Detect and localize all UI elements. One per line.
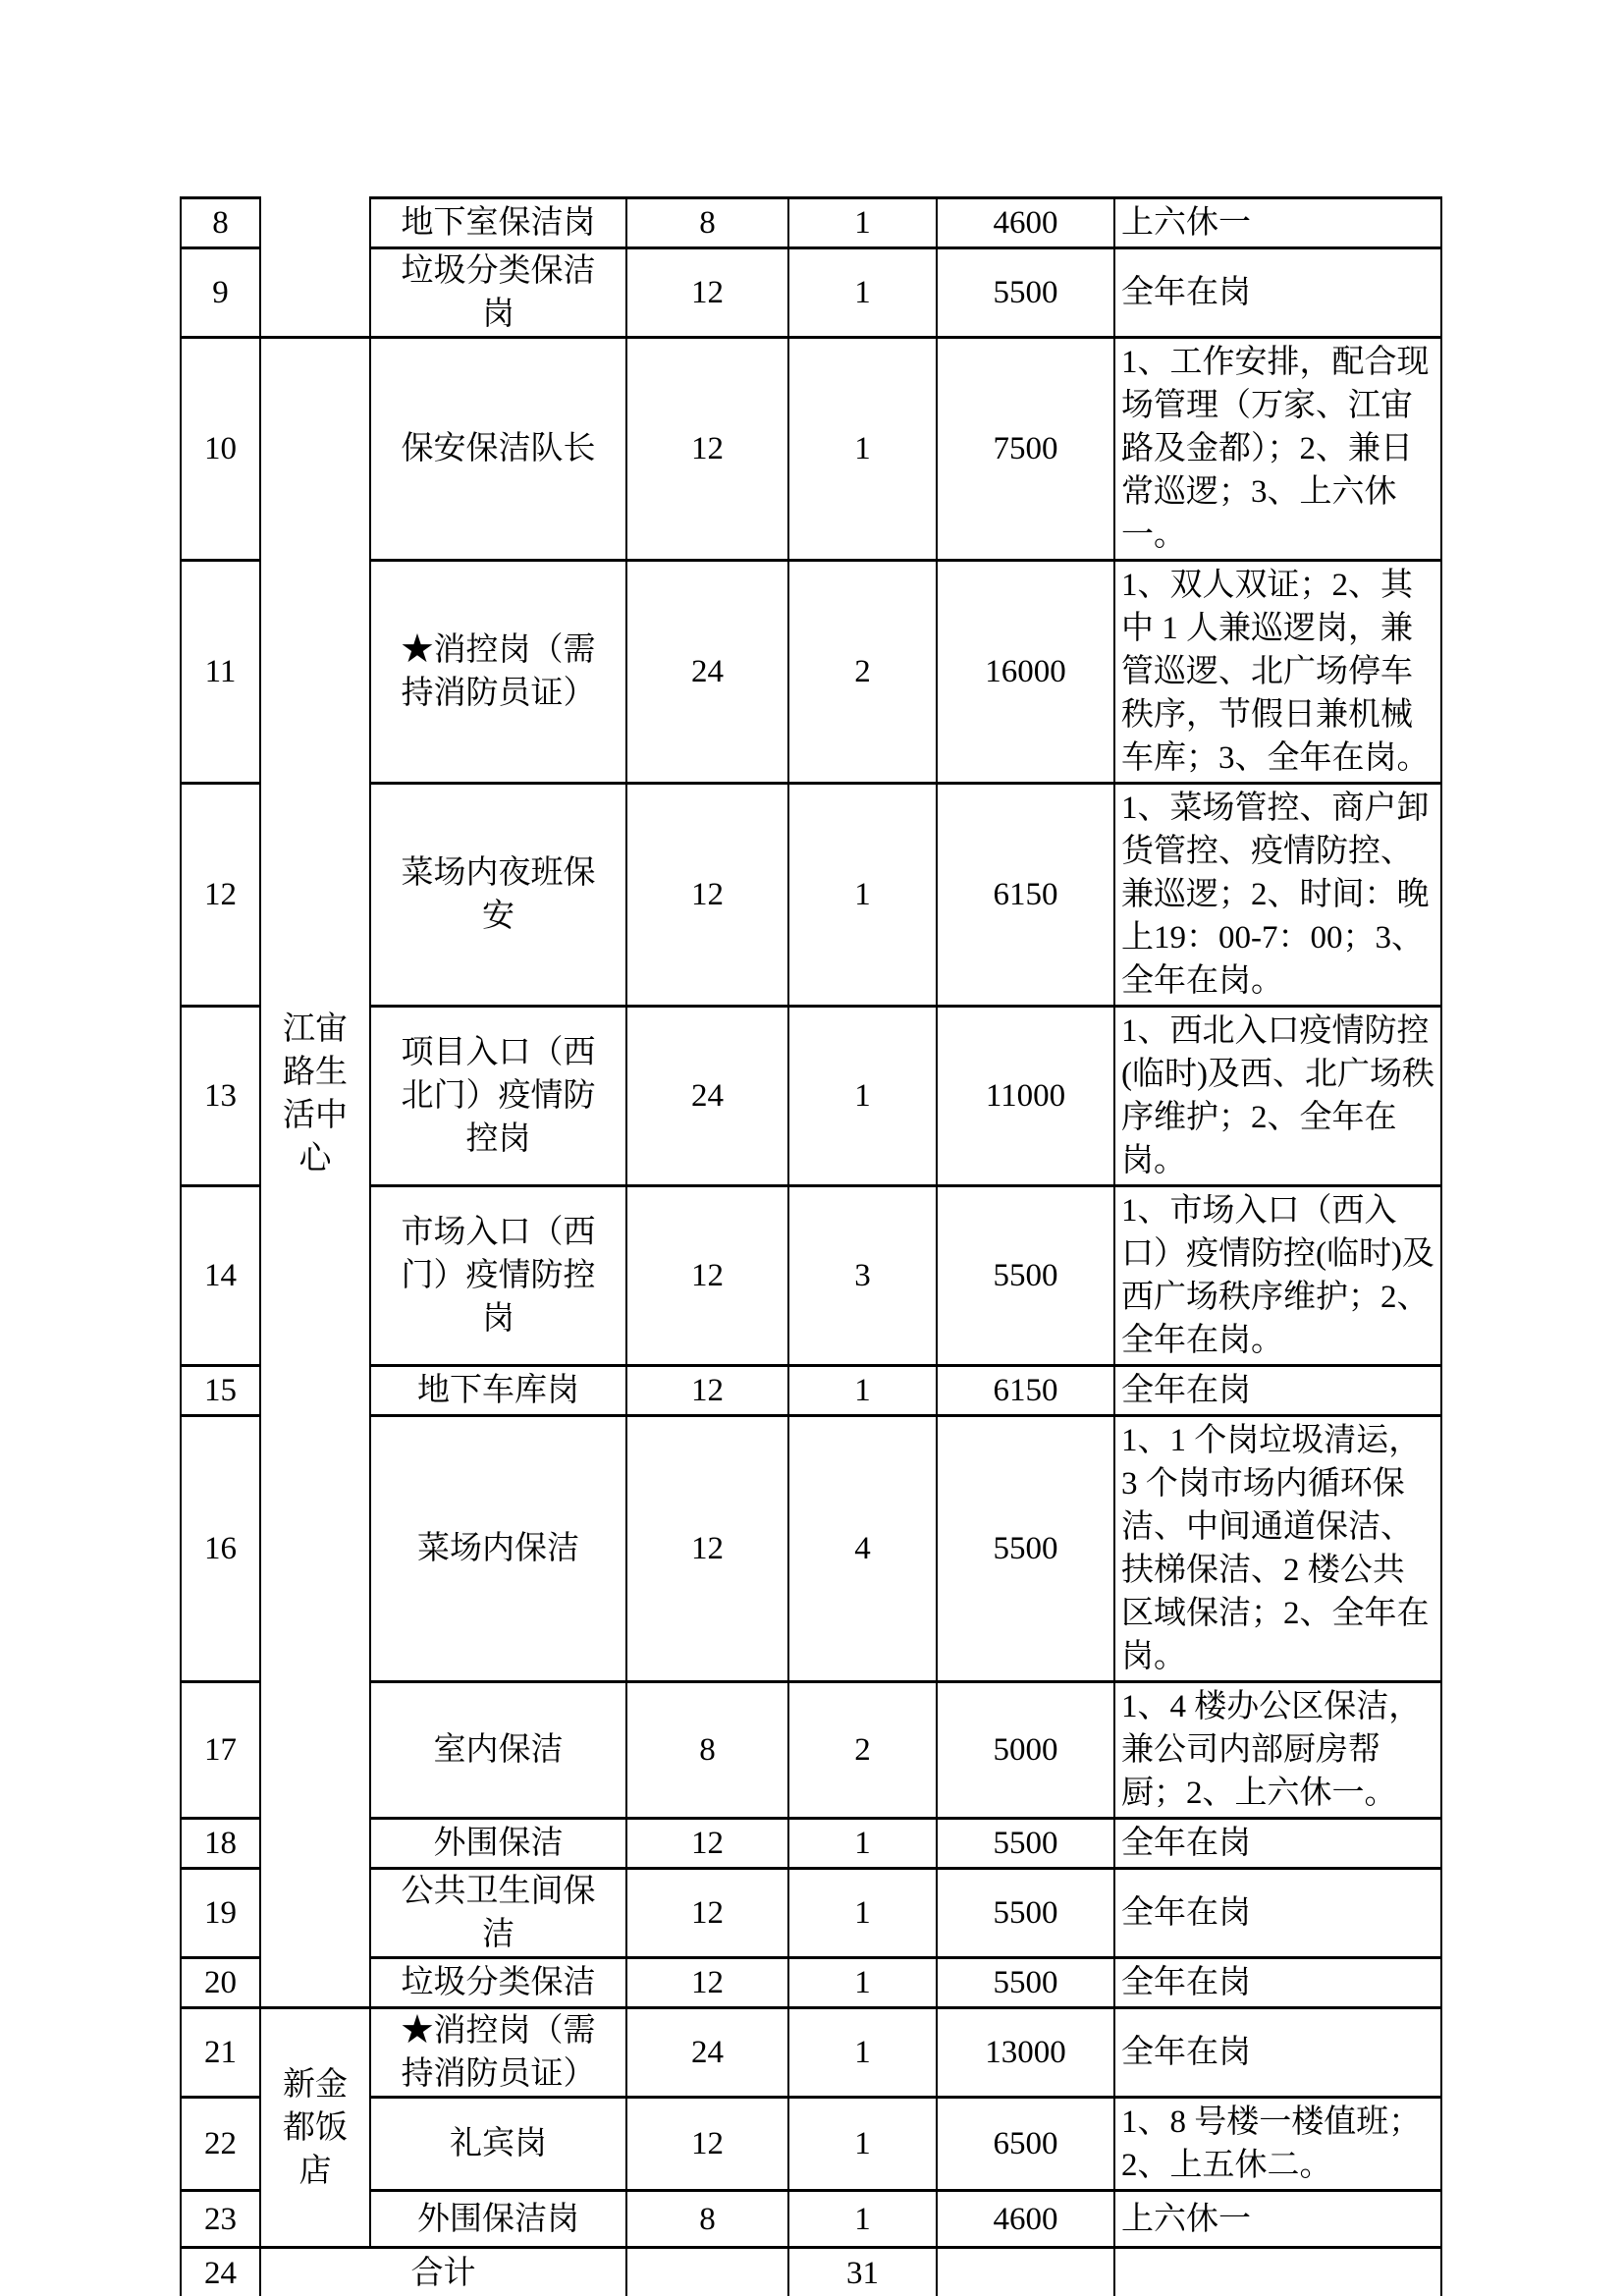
salary-cell: 6500	[937, 2098, 1114, 2191]
salary-cell: 16000	[937, 561, 1114, 784]
row-number-cell: 17	[181, 1682, 260, 1819]
headcount-cell: 1	[788, 2098, 937, 2191]
table-row	[181, 1007, 1441, 1186]
position-cell: 菜场内夜班保安	[370, 784, 626, 1007]
hours-cell: 12	[626, 248, 788, 338]
hours-cell: 12	[626, 1186, 788, 1366]
hours-cell: 12	[626, 1416, 788, 1682]
salary-cell: 5500	[937, 1958, 1114, 2008]
hours-cell: 12	[626, 784, 788, 1007]
salary-cell: 5500	[937, 1869, 1114, 1958]
salary-cell: 6150	[937, 784, 1114, 1007]
headcount-cell: 1	[788, 784, 937, 1007]
hours-cell: 8	[626, 198, 788, 248]
table-row	[181, 1416, 1441, 1682]
hours-cell: 12	[626, 1958, 788, 2008]
position-cell: 地下车库岗	[370, 1366, 626, 1416]
remarks-cell: 全年在岗	[1114, 2008, 1441, 2098]
salary-cell	[937, 2248, 1114, 2296]
row-number-cell: 8	[181, 198, 260, 248]
salary-cell: 5500	[937, 248, 1114, 338]
table-row	[181, 1366, 1441, 1416]
row-number-cell: 9	[181, 248, 260, 338]
hours-cell: 24	[626, 1007, 788, 1186]
row-number-cell: 21	[181, 2008, 260, 2098]
salary-cell: 5500	[937, 1186, 1114, 1366]
remarks-cell: 1、市场入口（西入口）疫情防控(临时)及西广场秩序维护；2、全年在岗。	[1114, 1186, 1441, 1366]
headcount-cell: 1	[788, 2191, 937, 2248]
position-cell: 外围保洁	[370, 1819, 626, 1869]
headcount-cell: 1	[788, 248, 937, 338]
staffing-table	[180, 196, 1442, 2296]
row-number-cell: 16	[181, 1416, 260, 1682]
position-cell: 项目入口（西北门）疫情防控岗	[370, 1007, 626, 1186]
remarks-cell: 1、工作安排，配合现场管理（万家、江宙路及金都）；2、兼日常巡逻；3、上六休一。	[1114, 338, 1441, 561]
salary-cell: 5500	[937, 1819, 1114, 1869]
row-number-cell: 14	[181, 1186, 260, 1366]
row-number-cell: 23	[181, 2191, 260, 2248]
salary-cell: 13000	[937, 2008, 1114, 2098]
position-cell: 菜场内保洁	[370, 1416, 626, 1682]
position-cell: ★消控岗（需持消防员证）	[370, 561, 626, 784]
headcount-cell: 1	[788, 1819, 937, 1869]
headcount-cell: 4	[788, 1416, 937, 1682]
salary-cell: 7500	[937, 338, 1114, 561]
hours-cell: 12	[626, 1366, 788, 1416]
headcount-cell: 2	[788, 561, 937, 784]
headcount-cell: 1	[788, 1007, 937, 1186]
hours-cell	[626, 2248, 788, 2296]
headcount-cell: 1	[788, 2008, 937, 2098]
position-cell: ★消控岗（需持消防员证）	[370, 2008, 626, 2098]
table-row	[181, 1869, 1441, 1958]
table-row	[181, 338, 1441, 561]
remarks-cell: 1、1 个岗垃圾清运，3 个岗市场内循环保洁、中间通道保洁、扶梯保洁、2 楼公共区域保洁；2、全年在岗。	[1114, 1416, 1441, 1682]
headcount-cell: 1	[788, 198, 937, 248]
table-row	[181, 1682, 1441, 1819]
remarks-cell: 1、双人双证；2、其中 1 人兼巡逻岗，兼管巡逻、北广场停车秩序，节假日兼机械车库；3、全年在岗。	[1114, 561, 1441, 784]
headcount-cell: 1	[788, 1958, 937, 2008]
remarks-cell	[1114, 2248, 1441, 2296]
hours-cell: 12	[626, 2098, 788, 2191]
remarks-cell: 全年在岗	[1114, 1958, 1441, 2008]
hours-cell: 12	[626, 1869, 788, 1958]
row-number-cell: 22	[181, 2098, 260, 2191]
position-cell: 外围保洁岗	[370, 2191, 626, 2248]
table-row	[181, 1186, 1441, 1366]
hours-cell: 8	[626, 1682, 788, 1819]
group-cell-xinjindu: 新金都饭店	[260, 2008, 370, 2248]
headcount-cell: 1	[788, 1869, 937, 1958]
salary-cell: 6150	[937, 1366, 1114, 1416]
salary-cell: 5000	[937, 1682, 1114, 1819]
row-number-cell: 20	[181, 1958, 260, 2008]
hours-cell: 24	[626, 2008, 788, 2098]
remarks-cell: 1、菜场管控、商户卸货管控、疫情防控、兼巡逻；2、时间：晚上19：00-7：00；3、全年在岗。	[1114, 784, 1441, 1007]
remarks-cell: 1、4 楼办公区保洁，兼公司内部厨房帮厨；2、上六休一。	[1114, 1682, 1441, 1819]
row-number-cell: 24	[181, 2248, 260, 2296]
table-row	[181, 198, 1441, 248]
table-row	[181, 1819, 1441, 1869]
headcount-cell: 3	[788, 1186, 937, 1366]
position-cell: 室内保洁	[370, 1682, 626, 1819]
position-cell: 公共卫生间保洁	[370, 1869, 626, 1958]
remarks-cell: 1、西北入口疫情防控(临时)及西、北广场秩序维护；2、全年在岗。	[1114, 1007, 1441, 1186]
salary-cell: 11000	[937, 1007, 1114, 1186]
salary-cell: 4600	[937, 198, 1114, 248]
table-row	[181, 1958, 1441, 2008]
row-number-cell: 12	[181, 784, 260, 1007]
hours-cell: 8	[626, 2191, 788, 2248]
total-label-cell: 合计	[260, 2248, 626, 2296]
row-number-cell: 13	[181, 1007, 260, 1186]
table-row	[181, 784, 1441, 1007]
remarks-cell: 上六休一	[1114, 2191, 1441, 2248]
table-row	[181, 2191, 1441, 2248]
position-cell: 垃圾分类保洁	[370, 1958, 626, 2008]
row-number-cell: 15	[181, 1366, 260, 1416]
row-number-cell: 19	[181, 1869, 260, 1958]
table-row	[181, 2098, 1441, 2191]
headcount-cell: 1	[788, 338, 937, 561]
salary-cell: 5500	[937, 1416, 1114, 1682]
salary-cell: 4600	[937, 2191, 1114, 2248]
remarks-cell: 全年在岗	[1114, 248, 1441, 338]
hours-cell: 12	[626, 1819, 788, 1869]
remarks-cell: 上六休一	[1114, 198, 1441, 248]
remarks-cell: 全年在岗	[1114, 1819, 1441, 1869]
remarks-cell: 全年在岗	[1114, 1869, 1441, 1958]
position-cell: 垃圾分类保洁岗	[370, 248, 626, 338]
group-cell-jiangzhou: 江宙路生活中心	[260, 338, 370, 2008]
position-cell: 市场入口（西门）疫情防控岗	[370, 1186, 626, 1366]
remarks-cell: 全年在岗	[1114, 1366, 1441, 1416]
hours-cell: 12	[626, 338, 788, 561]
total-headcount-cell: 31	[788, 2248, 937, 2296]
position-cell: 保安保洁队长	[370, 338, 626, 561]
table-row	[181, 248, 1441, 338]
table-row	[181, 2008, 1441, 2098]
headcount-cell: 2	[788, 1682, 937, 1819]
position-cell: 地下室保洁岗	[370, 198, 626, 248]
group-cell-continued	[260, 198, 370, 338]
headcount-cell: 1	[788, 1366, 937, 1416]
hours-cell: 24	[626, 561, 788, 784]
remarks-cell: 1、8 号楼一楼值班；2、上五休二。	[1114, 2098, 1441, 2191]
table-row-total	[181, 2248, 1441, 2296]
row-number-cell: 18	[181, 1819, 260, 1869]
position-cell: 礼宾岗	[370, 2098, 626, 2191]
row-number-cell: 10	[181, 338, 260, 561]
table-row	[181, 561, 1441, 784]
row-number-cell: 11	[181, 561, 260, 784]
